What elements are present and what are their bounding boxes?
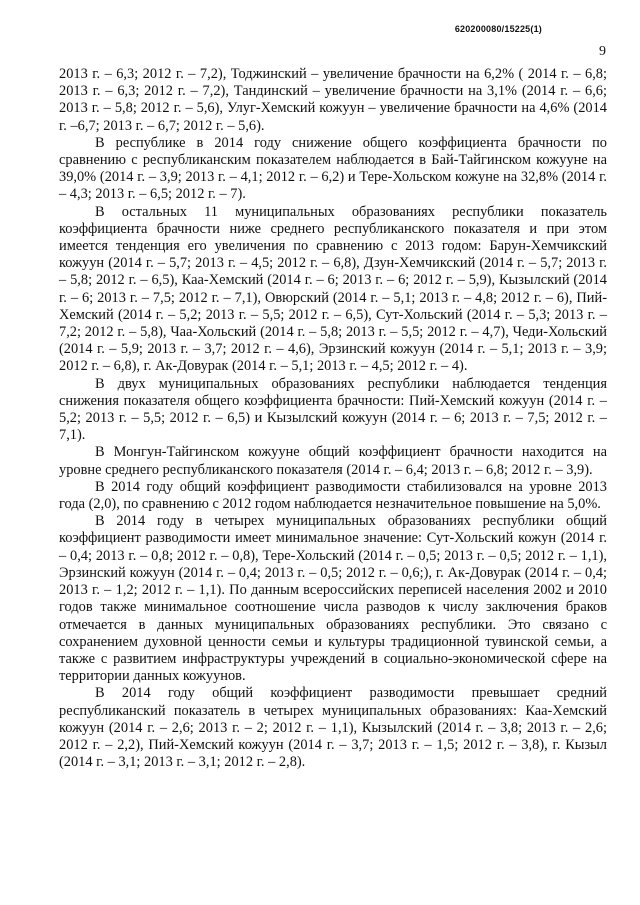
document-id: 620200080/15225(1) bbox=[454, 24, 542, 34]
paragraph-4: В двух муниципальных образованиях республики наблюдается тенденция снижения показателя общего коэффициента брачности: Пий-Хемский кожуун (2014 г. – 5,2; 2013 г. – 5,5; 2012 г. – 6,5) и Кызылский кожуун (2014 г. – 6; 2013 г. – 7,5; 2012 г. – 7,1). bbox=[59, 375, 607, 444]
paragraph-7: В 2014 году в четырех муниципальных образованиях республики общий коэффициент разводимости имеет минимальное значение: Сут-Хольский кожун (2014 г. – 0,4; 2013 г. – 0,8; 2012 г. – 0,8), Тере-Хольский (2014 г. – 0,5; 2013 г. – 0,5; 2012 г. – 1,1), Эрзинский кожуун (2014 г. – 0,4; 2013 г. – 0,5; 2012 г. – 0,6;), г. Ак-Довурак (2014 г. – 0,4; 2013 г. – 1,2; 2012 г. – 1,1). По данным всероссийских переписей населения 2002 и 2010 годов также минимальное соотношение числа разводов к числу заключения браков отмечается в данных муниципальных образованиях республики. Это связано с сохранением духовной ценности семьи и культуры традиционной тувинской семьи, а также с развитием инфраструктуры учреждений в социально-экономической сфере на территории данных кожуунов. bbox=[59, 513, 607, 685]
paragraph-6: В 2014 году общий коэффициент разводимости стабилизовался на уровне 2013 года (2,0), по сравнению с 2012 годом наблюдается незначительное повышение на 5,0%. bbox=[59, 478, 607, 513]
paragraph-5: В Монгун-Тайгинском кожууне общий коэффициент брачности находится на уровне среднего республиканского показателя (2014 г. – 6,4; 2013 г. – 6,8; 2012 г. – 3,9). bbox=[59, 444, 607, 478]
paragraph-1: 2013 г. – 6,3; 2012 г. – 7,2), Тоджинский – увеличение брачности на 6,2% ( 2014 г. – 6,8; 2013 г. – 6,3; 2012 г. – 7,2), Тандинский – увеличение брачности на 3,1% (2014 г. – 6,6; 2013 г. – 5,8; 2012 г. – 5,6), Улуг-Хемский кожуун – увеличение брачности на 4,6% (2014 г. –6,7; 2013 г. – 6,7; 2012 г. – 5,6). bbox=[59, 66, 607, 134]
paragraph-2: В республике в 2014 году снижение общего коэффициента брачности по сравнению с республиканским показателем наблюдается в Бай-Тайгинском кожууне на 39,0% (2014 г. – 3,9; 2013 г. – 4,1; 2012 г. – 6,2) и Тере-Хольском кожуне на 32,8% (2014 г. – 4,3; 2013 г. – 6,5; 2012 г. – 7). bbox=[59, 134, 607, 203]
paragraph-3: В остальных 11 муниципальных образованиях республики показатель коэффициента брачности ниже среднего республиканского показателя и при этом имеется тенденция его увеличения по сравнению с 2013 годом: Барун-Хемчикский кожуун (2014 г. – 5,7; 2013 г. – 4,5; 2012 г. – 6,8), Дзун-Хемчикский (2014 г. – 5,7; 2013 г. – 5,8; 2012 г. – 6,5), Каа-Хемский (2014 г. – 6; 2013 г. – 6; 2012 г. – 5,9), Кызылский (2014 г. – 6; 2013 г. – 7,5; 2012 г. – 7,1), Овюрский (2014 г. – 5,1; 2013 г. – 4,8; 2012 г. – 6), Пий-Хемский (2014 г. – 5,2; 2013 г. – 5,5; 2012 г. – 6,5), Сут-Хольский (2014 г. – 5,3; 2013 г. – 7,2; 2012 г. – 5,8), Чаа-Хольский (2014 г. – 5,8; 2013 г. – 5,5; 2012 г. – 4,7), Чеди-Хольский (2014 г. – 5,9; 2013 г. – 3,7; 2012 г. – 4,6), Эрзинский кожуун (2014 г. – 5,1; 2013 г. – 3,9; 2012 г. – 6,8), г. Ак-Довурак (2014 г. – 5,1; 2013 г. – 4,5; 2012 г. – 4). bbox=[59, 203, 607, 375]
document-body bbox=[59, 66, 607, 771]
page-number: 9 bbox=[599, 44, 606, 59]
paragraph-8: В 2014 году общий коэффициент разводимости превышает средний республиканский показатель в четырех муниципальных образованиях: Каа-Хемский кожуун (2014 г. – 2,6; 2013 г. – 2; 2012 г. – 1,1), Кызылский (2014 г. – 3,8; 2013 г. – 2,6; 2012 г. – 2,2), Пий-Хемский кожуун (2014 г. – 3,7; 2013 г. – 1,5; 2012 г. – 3,8), г. Кызыл (2014 г. – 3,1; 2013 г. – 3,1; 2012 г. – 2,8). bbox=[59, 685, 607, 771]
